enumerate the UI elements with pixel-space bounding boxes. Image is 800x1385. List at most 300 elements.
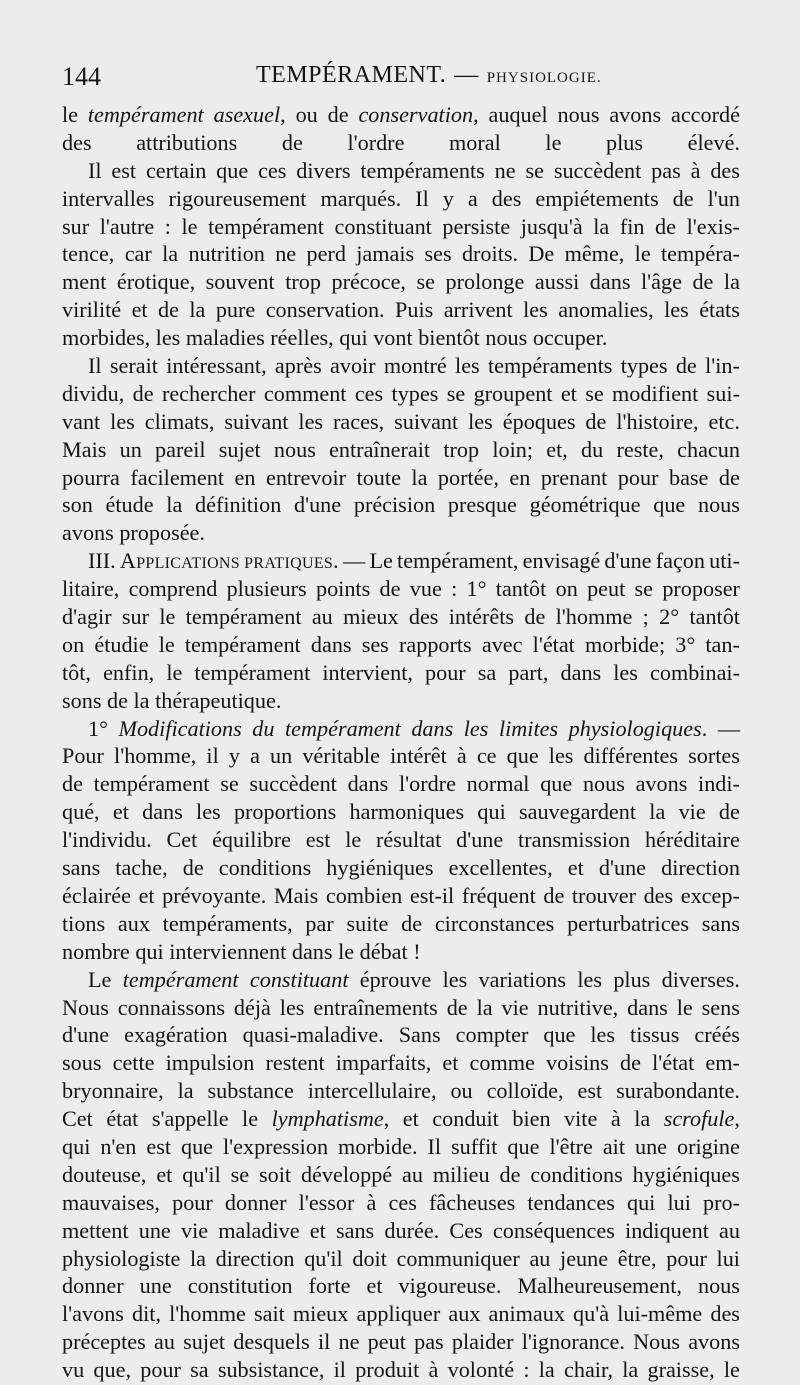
word: proposée. bbox=[119, 520, 205, 546]
word: fin bbox=[619, 213, 645, 239]
word: tôt, bbox=[62, 659, 91, 685]
word: une bbox=[138, 1217, 171, 1243]
word: harmoniques bbox=[349, 799, 465, 825]
word: base bbox=[668, 464, 709, 490]
word: les bbox=[577, 966, 603, 992]
word: voisins bbox=[545, 1050, 609, 1076]
word: III. bbox=[88, 548, 116, 574]
word: intéressant, bbox=[166, 353, 267, 379]
word: le bbox=[242, 1106, 259, 1132]
word: lui-même bbox=[617, 1301, 703, 1327]
word: entrevoir bbox=[265, 464, 347, 490]
word: réelles, bbox=[270, 325, 334, 351]
text-line bbox=[62, 213, 740, 241]
word: l'essor bbox=[298, 1189, 355, 1215]
word: vie bbox=[678, 799, 706, 825]
word: maladive bbox=[218, 1217, 300, 1243]
word: connaissons bbox=[117, 994, 225, 1020]
word: différentes bbox=[583, 743, 679, 769]
word: les bbox=[155, 325, 181, 351]
word: Il bbox=[427, 1133, 442, 1159]
word: que bbox=[653, 492, 686, 518]
word: limites bbox=[498, 715, 559, 741]
word: à bbox=[456, 743, 467, 769]
text-line bbox=[88, 715, 740, 743]
word: excep- bbox=[680, 882, 740, 908]
word: impulsion bbox=[165, 1050, 255, 1076]
word: cette bbox=[112, 1050, 155, 1076]
text-line bbox=[62, 938, 740, 966]
word: chacun bbox=[677, 436, 740, 462]
text-line bbox=[62, 1133, 740, 1161]
word: excellentes, bbox=[448, 855, 553, 881]
word: sons bbox=[62, 687, 102, 713]
word: — bbox=[717, 715, 740, 741]
word: résultat bbox=[376, 827, 442, 853]
word: de bbox=[281, 129, 303, 155]
word: en bbox=[509, 464, 531, 490]
word: 1° bbox=[466, 576, 487, 602]
word: son bbox=[62, 492, 93, 518]
word: vigoureuse. bbox=[398, 1273, 502, 1299]
word: est bbox=[305, 827, 331, 853]
text-line bbox=[62, 687, 740, 715]
word: interviennent bbox=[169, 938, 287, 964]
word: ; bbox=[642, 604, 649, 630]
word: part, bbox=[508, 659, 549, 685]
word: Mais bbox=[273, 882, 319, 908]
word: précoce, bbox=[331, 269, 406, 295]
word: physiologiques. bbox=[568, 715, 708, 741]
word: modifient bbox=[612, 380, 699, 406]
word: souvent bbox=[205, 269, 275, 295]
word: l'homme bbox=[169, 1301, 246, 1327]
word: soit bbox=[259, 1161, 292, 1187]
word: l'homme bbox=[555, 604, 633, 630]
word: l'autre bbox=[99, 213, 155, 239]
running-title bbox=[256, 62, 602, 89]
word: par bbox=[305, 910, 334, 936]
word: physiologiste bbox=[62, 1245, 181, 1271]
word: loin; bbox=[492, 436, 533, 462]
word: vue bbox=[409, 576, 442, 602]
word: ce bbox=[476, 743, 497, 769]
word: étudie bbox=[94, 631, 149, 657]
word: nutrition bbox=[188, 241, 265, 267]
word: asexuel, bbox=[213, 102, 286, 127]
word: d'une bbox=[62, 1022, 110, 1048]
word: sous bbox=[62, 1050, 102, 1076]
word: les bbox=[442, 966, 468, 992]
word: ces bbox=[258, 157, 287, 183]
word: dans bbox=[627, 994, 668, 1020]
word: de bbox=[718, 464, 740, 490]
word: Le bbox=[369, 548, 393, 574]
word: érotique, bbox=[116, 269, 196, 295]
word: constituant bbox=[249, 966, 349, 992]
word: de bbox=[182, 855, 204, 881]
word: l'un bbox=[707, 185, 740, 211]
word: sui- bbox=[706, 380, 740, 406]
word: tendances bbox=[527, 1189, 615, 1215]
word: mauvaises, bbox=[62, 1189, 160, 1215]
word: de bbox=[158, 297, 179, 323]
word: pratiques. bbox=[244, 548, 339, 574]
word: dans bbox=[589, 269, 631, 295]
word: intercellulaire, bbox=[307, 1078, 437, 1104]
word: géométrique bbox=[529, 492, 641, 518]
word: tempérament bbox=[185, 604, 302, 630]
word: et bbox=[156, 1161, 173, 1187]
text-line bbox=[62, 770, 740, 798]
word: sur bbox=[62, 213, 90, 239]
word: des bbox=[710, 1301, 740, 1327]
word: précision bbox=[353, 492, 436, 518]
word: portée, bbox=[437, 464, 499, 490]
word: Le bbox=[88, 966, 112, 992]
word: au bbox=[402, 1161, 423, 1187]
word: perturbatrices bbox=[567, 910, 690, 936]
word: ou bbox=[295, 102, 318, 127]
word: entraînerait bbox=[329, 436, 431, 462]
word: la bbox=[538, 1357, 555, 1383]
word: — bbox=[343, 548, 366, 574]
word: Mais bbox=[62, 436, 107, 462]
text-line bbox=[62, 240, 740, 268]
word: de bbox=[585, 408, 607, 434]
word: et bbox=[560, 380, 577, 406]
word: véritable bbox=[302, 743, 380, 769]
word: sur bbox=[121, 604, 150, 630]
word: tantôt bbox=[689, 604, 740, 630]
word: jusqu'à bbox=[520, 213, 583, 239]
word: : bbox=[523, 1357, 530, 1383]
text-line bbox=[62, 659, 740, 687]
word: l'exis- bbox=[686, 213, 740, 239]
header-separator: — bbox=[454, 62, 479, 88]
text-line bbox=[62, 268, 740, 296]
word: tan- bbox=[705, 631, 740, 657]
word: se bbox=[220, 771, 239, 797]
text-line bbox=[62, 436, 740, 464]
word: d'une bbox=[598, 855, 647, 881]
word: un bbox=[119, 436, 142, 462]
word: exagération bbox=[124, 1022, 228, 1048]
word: est bbox=[577, 1078, 603, 1104]
word: ces bbox=[354, 380, 384, 406]
word: l'ordre bbox=[347, 129, 405, 155]
word: certain bbox=[145, 157, 207, 183]
word: sans bbox=[335, 1217, 375, 1243]
word: transmission bbox=[518, 827, 631, 853]
word: : bbox=[164, 213, 171, 239]
word: la bbox=[133, 687, 150, 713]
word: au bbox=[311, 604, 333, 630]
word: ! bbox=[413, 938, 421, 964]
header-section: PHYSIOLOGIE. bbox=[486, 70, 602, 86]
word: la bbox=[593, 213, 610, 239]
word: d'une bbox=[604, 548, 652, 574]
word: entraînements bbox=[313, 994, 438, 1020]
word: Cet bbox=[62, 1106, 93, 1132]
word: ces bbox=[388, 1189, 417, 1215]
word: après bbox=[274, 353, 322, 379]
word: dans bbox=[560, 659, 602, 685]
word: conservation, bbox=[358, 102, 479, 127]
text-line bbox=[62, 854, 740, 882]
word: proportions bbox=[233, 799, 337, 825]
word: colloïde, bbox=[486, 1078, 564, 1104]
word: tantôt bbox=[495, 576, 547, 602]
word: indiquent bbox=[625, 1217, 709, 1243]
word: se bbox=[585, 380, 604, 406]
word: que bbox=[216, 157, 249, 183]
word: litaire, bbox=[62, 576, 120, 602]
text-line bbox=[62, 1077, 740, 1105]
word: etc. bbox=[708, 408, 740, 434]
word: y bbox=[228, 743, 240, 769]
word: qui bbox=[477, 799, 506, 825]
word: de bbox=[499, 1161, 521, 1187]
word: définition bbox=[195, 492, 282, 518]
word: types bbox=[391, 380, 439, 406]
word: suffit bbox=[451, 1133, 498, 1159]
word: pourra bbox=[62, 464, 120, 490]
word: compter bbox=[455, 1022, 529, 1048]
word: de bbox=[132, 380, 154, 406]
word: états bbox=[699, 297, 740, 323]
word: se bbox=[416, 269, 435, 295]
word: nous bbox=[582, 771, 625, 797]
word: Applications bbox=[119, 548, 240, 574]
word: des bbox=[643, 882, 674, 908]
word: de bbox=[327, 102, 349, 127]
word: même, bbox=[564, 241, 625, 267]
word: Malheureusement, bbox=[517, 1273, 682, 1299]
word: sans bbox=[701, 910, 740, 936]
word: qu'à bbox=[573, 1301, 610, 1327]
word: durée. bbox=[384, 1217, 440, 1243]
word: et bbox=[138, 882, 155, 908]
word: pas bbox=[414, 1329, 444, 1355]
word: mieux bbox=[343, 604, 399, 630]
word: tempérament bbox=[93, 771, 210, 797]
text-line bbox=[62, 1272, 740, 1300]
word: reste, bbox=[616, 436, 664, 462]
word: persiste bbox=[442, 213, 511, 239]
word: douteuse, bbox=[62, 1161, 147, 1187]
word: pour bbox=[666, 1245, 707, 1271]
word: la bbox=[622, 1357, 639, 1383]
text-line bbox=[62, 185, 740, 213]
text-line bbox=[62, 408, 740, 436]
word: sait bbox=[253, 1301, 285, 1327]
word: forte bbox=[308, 1273, 351, 1299]
word: que bbox=[507, 1133, 540, 1159]
word: prolonge bbox=[445, 269, 525, 295]
word: s'appelle bbox=[151, 1106, 229, 1132]
word: prenant bbox=[540, 464, 608, 490]
word: conservation. bbox=[265, 297, 385, 323]
word: Modifications bbox=[118, 715, 242, 741]
word: l'histoire, bbox=[616, 408, 699, 434]
word: Il bbox=[88, 353, 102, 379]
word: morbides, bbox=[62, 325, 151, 351]
word: Il bbox=[88, 157, 102, 183]
word: trouver bbox=[571, 882, 636, 908]
word: lui bbox=[716, 1245, 740, 1271]
word: ne bbox=[275, 241, 297, 267]
word: Puis bbox=[395, 297, 434, 323]
word: le bbox=[634, 241, 651, 267]
word: qui bbox=[62, 1133, 91, 1159]
word: l'avons bbox=[62, 1301, 124, 1327]
word: tempéraments, bbox=[162, 910, 293, 936]
word: communiquer bbox=[396, 1245, 520, 1271]
word: le bbox=[676, 994, 693, 1020]
text-line bbox=[62, 1245, 740, 1273]
word: pas bbox=[651, 157, 681, 183]
word: le bbox=[723, 1357, 740, 1383]
word: les bbox=[279, 994, 305, 1020]
word: vite bbox=[564, 1106, 598, 1132]
text-line bbox=[62, 1328, 740, 1356]
word: tempérament, bbox=[397, 548, 519, 574]
word: développé bbox=[300, 1161, 393, 1187]
text-line bbox=[62, 798, 740, 826]
word: morbide. bbox=[338, 1133, 418, 1159]
text-line bbox=[62, 519, 740, 547]
word: sortes bbox=[688, 743, 740, 769]
word: auquel bbox=[488, 102, 548, 127]
word: envisagé bbox=[522, 548, 601, 574]
word: l'ignorance. bbox=[521, 1329, 625, 1355]
word: le bbox=[345, 827, 362, 853]
word: vu bbox=[62, 1357, 85, 1383]
word: dividu, bbox=[62, 380, 125, 406]
word: Sans bbox=[398, 1022, 441, 1048]
word: suivant bbox=[394, 408, 459, 434]
word: 2° bbox=[659, 604, 680, 630]
word: tache, bbox=[115, 855, 168, 881]
word: sujet bbox=[218, 436, 261, 462]
word: Ces bbox=[449, 1217, 483, 1243]
word: jamais bbox=[356, 241, 415, 267]
word: subsistance, bbox=[217, 1357, 325, 1383]
word: groupent bbox=[473, 380, 553, 406]
word: substance bbox=[207, 1078, 294, 1104]
word: uti- bbox=[709, 548, 740, 574]
word: peut bbox=[587, 576, 626, 602]
word: la bbox=[476, 994, 493, 1020]
word: se bbox=[446, 380, 466, 406]
word: dans bbox=[347, 771, 389, 797]
word: toute bbox=[356, 464, 401, 490]
word: débat bbox=[359, 938, 408, 964]
word: combien bbox=[325, 882, 403, 908]
word: de bbox=[718, 799, 740, 825]
word: au bbox=[529, 1245, 551, 1271]
word: de bbox=[62, 771, 83, 797]
word: sauvegardent bbox=[518, 799, 637, 825]
word: le bbox=[158, 631, 175, 657]
word: bryonnaire, bbox=[62, 1078, 164, 1104]
word: : bbox=[451, 576, 458, 602]
word: races, bbox=[333, 408, 385, 434]
text-line bbox=[62, 603, 740, 631]
word: nous bbox=[273, 436, 316, 462]
word: des bbox=[62, 129, 92, 155]
word: tempérament bbox=[87, 102, 204, 127]
word: direction bbox=[215, 1245, 295, 1271]
word: dans bbox=[291, 938, 333, 964]
word: peut bbox=[367, 1329, 406, 1355]
text-line bbox=[62, 742, 740, 770]
text-line bbox=[62, 1217, 740, 1245]
word: est bbox=[146, 1133, 171, 1159]
text-line bbox=[62, 1356, 740, 1384]
word: suivant bbox=[224, 408, 289, 434]
word: trop bbox=[443, 436, 480, 462]
word: imparfaits, bbox=[335, 1050, 432, 1076]
word: pour bbox=[617, 464, 659, 490]
word: le bbox=[181, 213, 198, 239]
word: rapports bbox=[398, 631, 472, 657]
text-line bbox=[88, 547, 740, 575]
word: les bbox=[613, 659, 638, 685]
word: tissus bbox=[630, 1022, 680, 1048]
word: à bbox=[690, 157, 701, 183]
word: De bbox=[528, 241, 555, 267]
word: sa bbox=[190, 1357, 209, 1383]
text-line bbox=[88, 157, 740, 185]
word: comment bbox=[263, 380, 347, 406]
word: a bbox=[467, 185, 478, 211]
word: se bbox=[634, 576, 654, 602]
word: milieu bbox=[432, 1161, 490, 1187]
word: sans bbox=[62, 855, 101, 881]
word: au bbox=[154, 1329, 175, 1355]
word: tempérament bbox=[184, 631, 301, 657]
word: pour bbox=[140, 1357, 181, 1383]
word: ait bbox=[602, 1133, 626, 1159]
text-line bbox=[62, 1300, 740, 1328]
word: une bbox=[139, 1273, 172, 1299]
word: ne bbox=[494, 157, 516, 183]
word: des bbox=[491, 185, 522, 211]
word: donner bbox=[62, 1273, 124, 1299]
word: aussi bbox=[534, 269, 580, 295]
word: que bbox=[180, 1133, 214, 1159]
word: ses bbox=[361, 631, 389, 657]
word: bien bbox=[512, 1106, 551, 1132]
word: le bbox=[545, 129, 562, 155]
word: pareil bbox=[155, 436, 206, 462]
word: vie bbox=[501, 994, 529, 1020]
word: les bbox=[455, 353, 480, 379]
word: enfin, bbox=[103, 659, 155, 685]
word: l'état bbox=[652, 1050, 695, 1076]
text-line bbox=[62, 1049, 740, 1077]
word: qu'il bbox=[304, 1245, 343, 1271]
word: la bbox=[166, 492, 183, 518]
word: pure bbox=[215, 297, 256, 323]
word: de bbox=[524, 604, 546, 630]
word: les bbox=[548, 743, 574, 769]
text-line bbox=[62, 910, 740, 938]
word: tempérament bbox=[208, 213, 324, 239]
word: de bbox=[655, 213, 676, 239]
